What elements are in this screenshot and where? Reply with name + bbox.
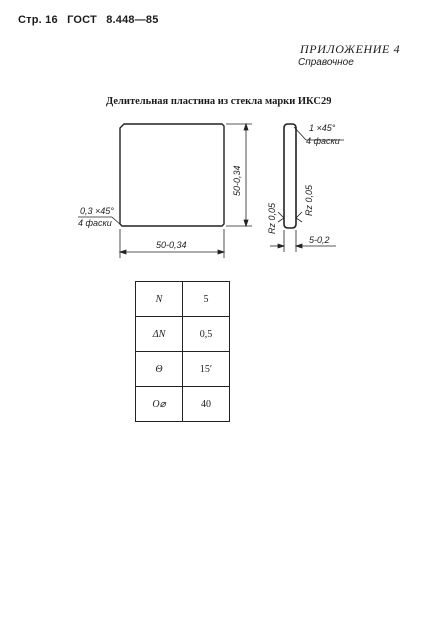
table-row <box>136 282 230 317</box>
table-row <box>136 387 230 422</box>
chamfer-left-label-1: 0,3 ×45° <box>80 206 114 216</box>
table-cell-value: 0,5 <box>183 317 230 352</box>
drawing-title: Делительная пластина из стекла марки ИКС29 <box>106 96 332 107</box>
table-cell-value: 5 <box>183 282 230 317</box>
table-cell-value: 40 <box>183 387 230 422</box>
gost-number: 8.448—85 <box>106 14 159 26</box>
table-cell-symbol: N <box>136 282 183 317</box>
chamfer-right-label-2: 4 фаски <box>306 136 340 146</box>
table-cell-symbol: Θ <box>136 352 183 387</box>
table-row <box>136 352 230 387</box>
chamfer-right-label-1: 1 ×45° <box>309 123 336 133</box>
gost-label: ГОСТ <box>67 14 97 26</box>
roughness-markers <box>278 212 302 222</box>
chamfer-left-label-2: 4 фаски <box>78 218 112 228</box>
roughness-label-1: Rz 0,05 <box>267 202 277 234</box>
dim-width-label: 50-0,34 <box>156 240 187 250</box>
appendix-subtitle: Справочное <box>298 57 354 68</box>
page-number: Стр. 16 <box>18 14 58 26</box>
parameters-table <box>135 281 230 422</box>
plate-front-view <box>120 124 224 226</box>
plate-side-view <box>284 124 296 228</box>
roughness-label-2: Rz 0,05 <box>304 184 314 216</box>
appendix-title: ПРИЛОЖЕНИЕ 4 <box>300 42 401 56</box>
dim-thickness-label: 5-0,2 <box>309 235 330 245</box>
table-cell-value: 15′ <box>183 352 230 387</box>
dim-height-label: 50-0,34 <box>232 165 242 196</box>
table-cell-symbol: O⌀ <box>136 387 183 422</box>
table-cell-symbol: ΔN <box>136 317 183 352</box>
table-row <box>136 317 230 352</box>
